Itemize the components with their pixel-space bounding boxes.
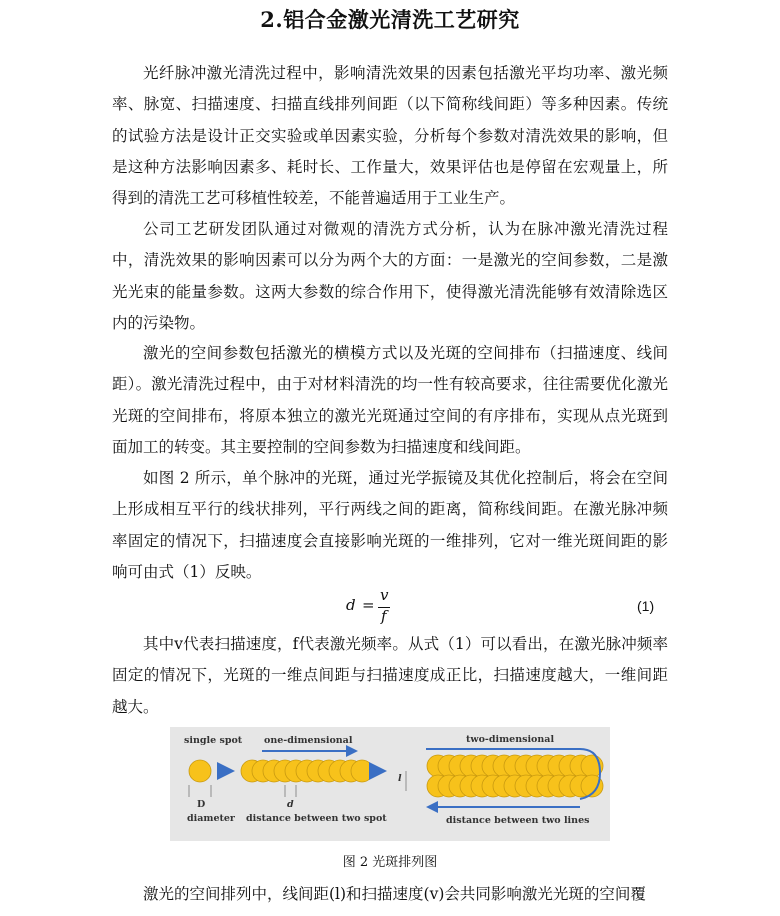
paragraph-2: 公司工艺研发团队通过对微观的清洗方式分析，认为在脉冲激光清洗过程中，清洗效果的影响因素可以分为两个大的方面：一是激光的空间参数，二是激光光束的能量参数。这两大参数的综合作用下，使得激光清洗能够有效清除选区内的污染物。 <box>112 220 668 332</box>
label-l: l <box>398 773 402 784</box>
equation-numerator: v <box>380 586 389 604</box>
paragraph-3: 激光的空间参数包括激光的横模方式以及光斑的空间排布（扫描速度、线间距）。激光清洗过程中，由于对材料清洗的均一性有较高要求，往往需要优化激光光斑的空间排布，将原本独立的激光光斑通过空间的有序排布，实现从点光斑到面加工的转变。其主要控制的空间参数为扫描速度和线间距。 <box>112 344 668 456</box>
label-distance-lines: distance between two lines <box>446 815 590 826</box>
label-two-dimensional: two-dimensional <box>466 734 555 745</box>
paragraph-4: 如图 2 所示，单个脉冲的光斑，通过光学振镜及其优化控制后，将会在空间上形成相互平行的线状排列，平行两线之间的距离，简称线间距。在激光脉冲频率固定的情况下，扫描速度会直接影响光斑的一维排列，它对一维光斑间距的影响可由式（1）反映。 <box>112 469 668 581</box>
figure-svg <box>170 727 610 841</box>
equation-number: (1) <box>637 598 655 614</box>
equation-denominator: f <box>381 607 387 625</box>
label-D: D <box>197 799 206 810</box>
equation-lhs: d <box>346 596 356 614</box>
label-one-dimensional: one-dimensional <box>264 735 353 746</box>
paragraph-5: 其中v代表扫描速度，f代表激光频率。从式（1）可以看出，在激光脉冲频率固定的情况下，光斑的一维点间距与扫描速度成正比，扫描速度越大，一维间距越大。 <box>112 635 668 716</box>
label-distance-spot: distance between two spot <box>246 813 387 824</box>
one-dimensional-spot-row <box>241 760 373 782</box>
label-single-spot: single spot <box>184 735 243 746</box>
equation-1 <box>346 586 406 626</box>
equation-equals: = <box>362 596 375 614</box>
paragraph-6: 激光的空间排列中，线间距(l)和扫描速度(v)会共同影响激光光斑的空间覆 <box>143 885 646 903</box>
section-title: 2.铝合金激光清洗工艺研究 <box>260 7 520 32</box>
label-d: d <box>287 799 294 810</box>
figure-spot-arrangement <box>170 727 610 841</box>
single-spot <box>189 760 211 782</box>
label-diameter: diameter <box>187 813 235 824</box>
two-dimensional-spot-rows <box>427 755 603 797</box>
spot-1d <box>351 760 373 782</box>
figure-caption: 图 2 光斑排列图 <box>342 855 438 870</box>
paragraph-1: 光纤脉冲激光清洗过程中，影响清洗效果的因素包括激光平均功率、激光频率、脉宽、扫描速度、扫描直线排列间距（以下简称线间距）等多种因素。传统的试验方法是设计正交实验或单因素实验，分析每个参数对清洗效果的影响，但是这种方法影响因素多、耗时长、工作量大，效果评估也是停留在宏观量上，所得到的清洗工艺可移植性较差，不能普遍适用于工业生产。 <box>112 64 668 208</box>
